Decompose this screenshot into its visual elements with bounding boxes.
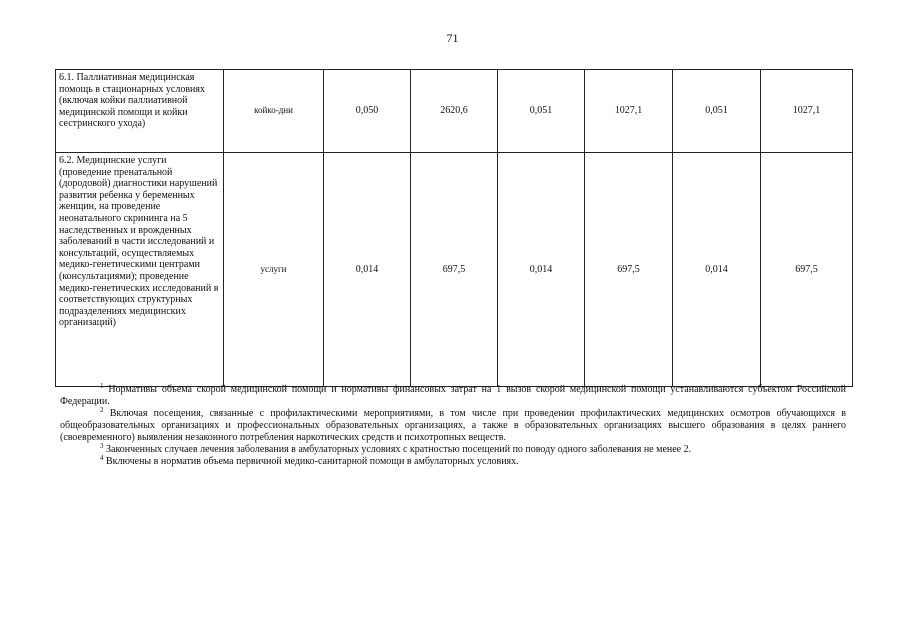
footnote-mark: 1 bbox=[100, 382, 104, 390]
footnote bbox=[60, 408, 846, 444]
footnote-text: Включены в норматив объема первичной медико-санитарной помощи в амбулаторных условиях. bbox=[106, 456, 519, 467]
row-unit: койко-дни bbox=[224, 70, 324, 153]
table-cell: 0,050 bbox=[324, 70, 411, 153]
table-cell: 0,014 bbox=[498, 153, 585, 387]
footnote-text: Нормативы объема скорой медицинской помощи и нормативы финансовых затрат на 1 вызов скорой медицинской помощи устанавливаются субъектом Российской Федерации. bbox=[60, 384, 846, 407]
row-unit: услуги bbox=[224, 153, 324, 387]
table-cell: 697,5 bbox=[585, 153, 673, 387]
table-cell: 0,014 bbox=[324, 153, 411, 387]
table-cell: 0,051 bbox=[673, 70, 761, 153]
footnote bbox=[60, 384, 846, 408]
footnote bbox=[60, 456, 846, 468]
table-row bbox=[56, 153, 853, 387]
table-cell: 697,5 bbox=[411, 153, 498, 387]
row-description: 6.2. Медицинские услуги (проведение пренатальной (дородовой) диагностики нарушений развития ребенка у беременных женщин, на проведение неонатального скрининга на 5 наследственных и врожденных заболеваний в части исследований и консультаций, осуществляемых медико-генетическими центрами (консультациями); проведение медико-генетических исследований в соответствующих структурных подразделениях медицинских организаций) bbox=[56, 153, 224, 387]
table-row bbox=[56, 70, 853, 153]
footnote-mark: 2 bbox=[100, 406, 104, 414]
table-cell: 697,5 bbox=[761, 153, 853, 387]
footnote-mark: 3 bbox=[100, 442, 104, 450]
footnote-text: Включая посещения, связанные с профилактическими мероприятиями, в том числе при проведении профилактических медицинских осмотров обучающихся в общеобразовательных организациях и профессиональных образовательных организациях, а также в образовательных организациях высшего образования в целях раннего (своевременного) выявления незаконного потребления наркотических средств и психотропных веществ. bbox=[60, 408, 846, 443]
footnote-text: Законченных случаев лечения заболевания в амбулаторных условиях с кратностью посещений по поводу одного заболевания не менее 2. bbox=[106, 444, 692, 455]
footnote bbox=[60, 444, 846, 456]
norms-table bbox=[55, 69, 853, 387]
table-cell: 1027,1 bbox=[585, 70, 673, 153]
page-number: 71 bbox=[446, 31, 459, 45]
table-cell: 2620,6 bbox=[411, 70, 498, 153]
row-description: 6.1. Паллиативная медицинская помощь в стационарных условиях (включая койки паллиативной медицинской помощи и койки сестринского ухода) bbox=[56, 70, 224, 153]
table-cell: 0,051 bbox=[498, 70, 585, 153]
footnote-mark: 4 bbox=[100, 454, 104, 462]
table-cell: 1027,1 bbox=[761, 70, 853, 153]
table-cell: 0,014 bbox=[673, 153, 761, 387]
footnotes bbox=[60, 384, 846, 468]
